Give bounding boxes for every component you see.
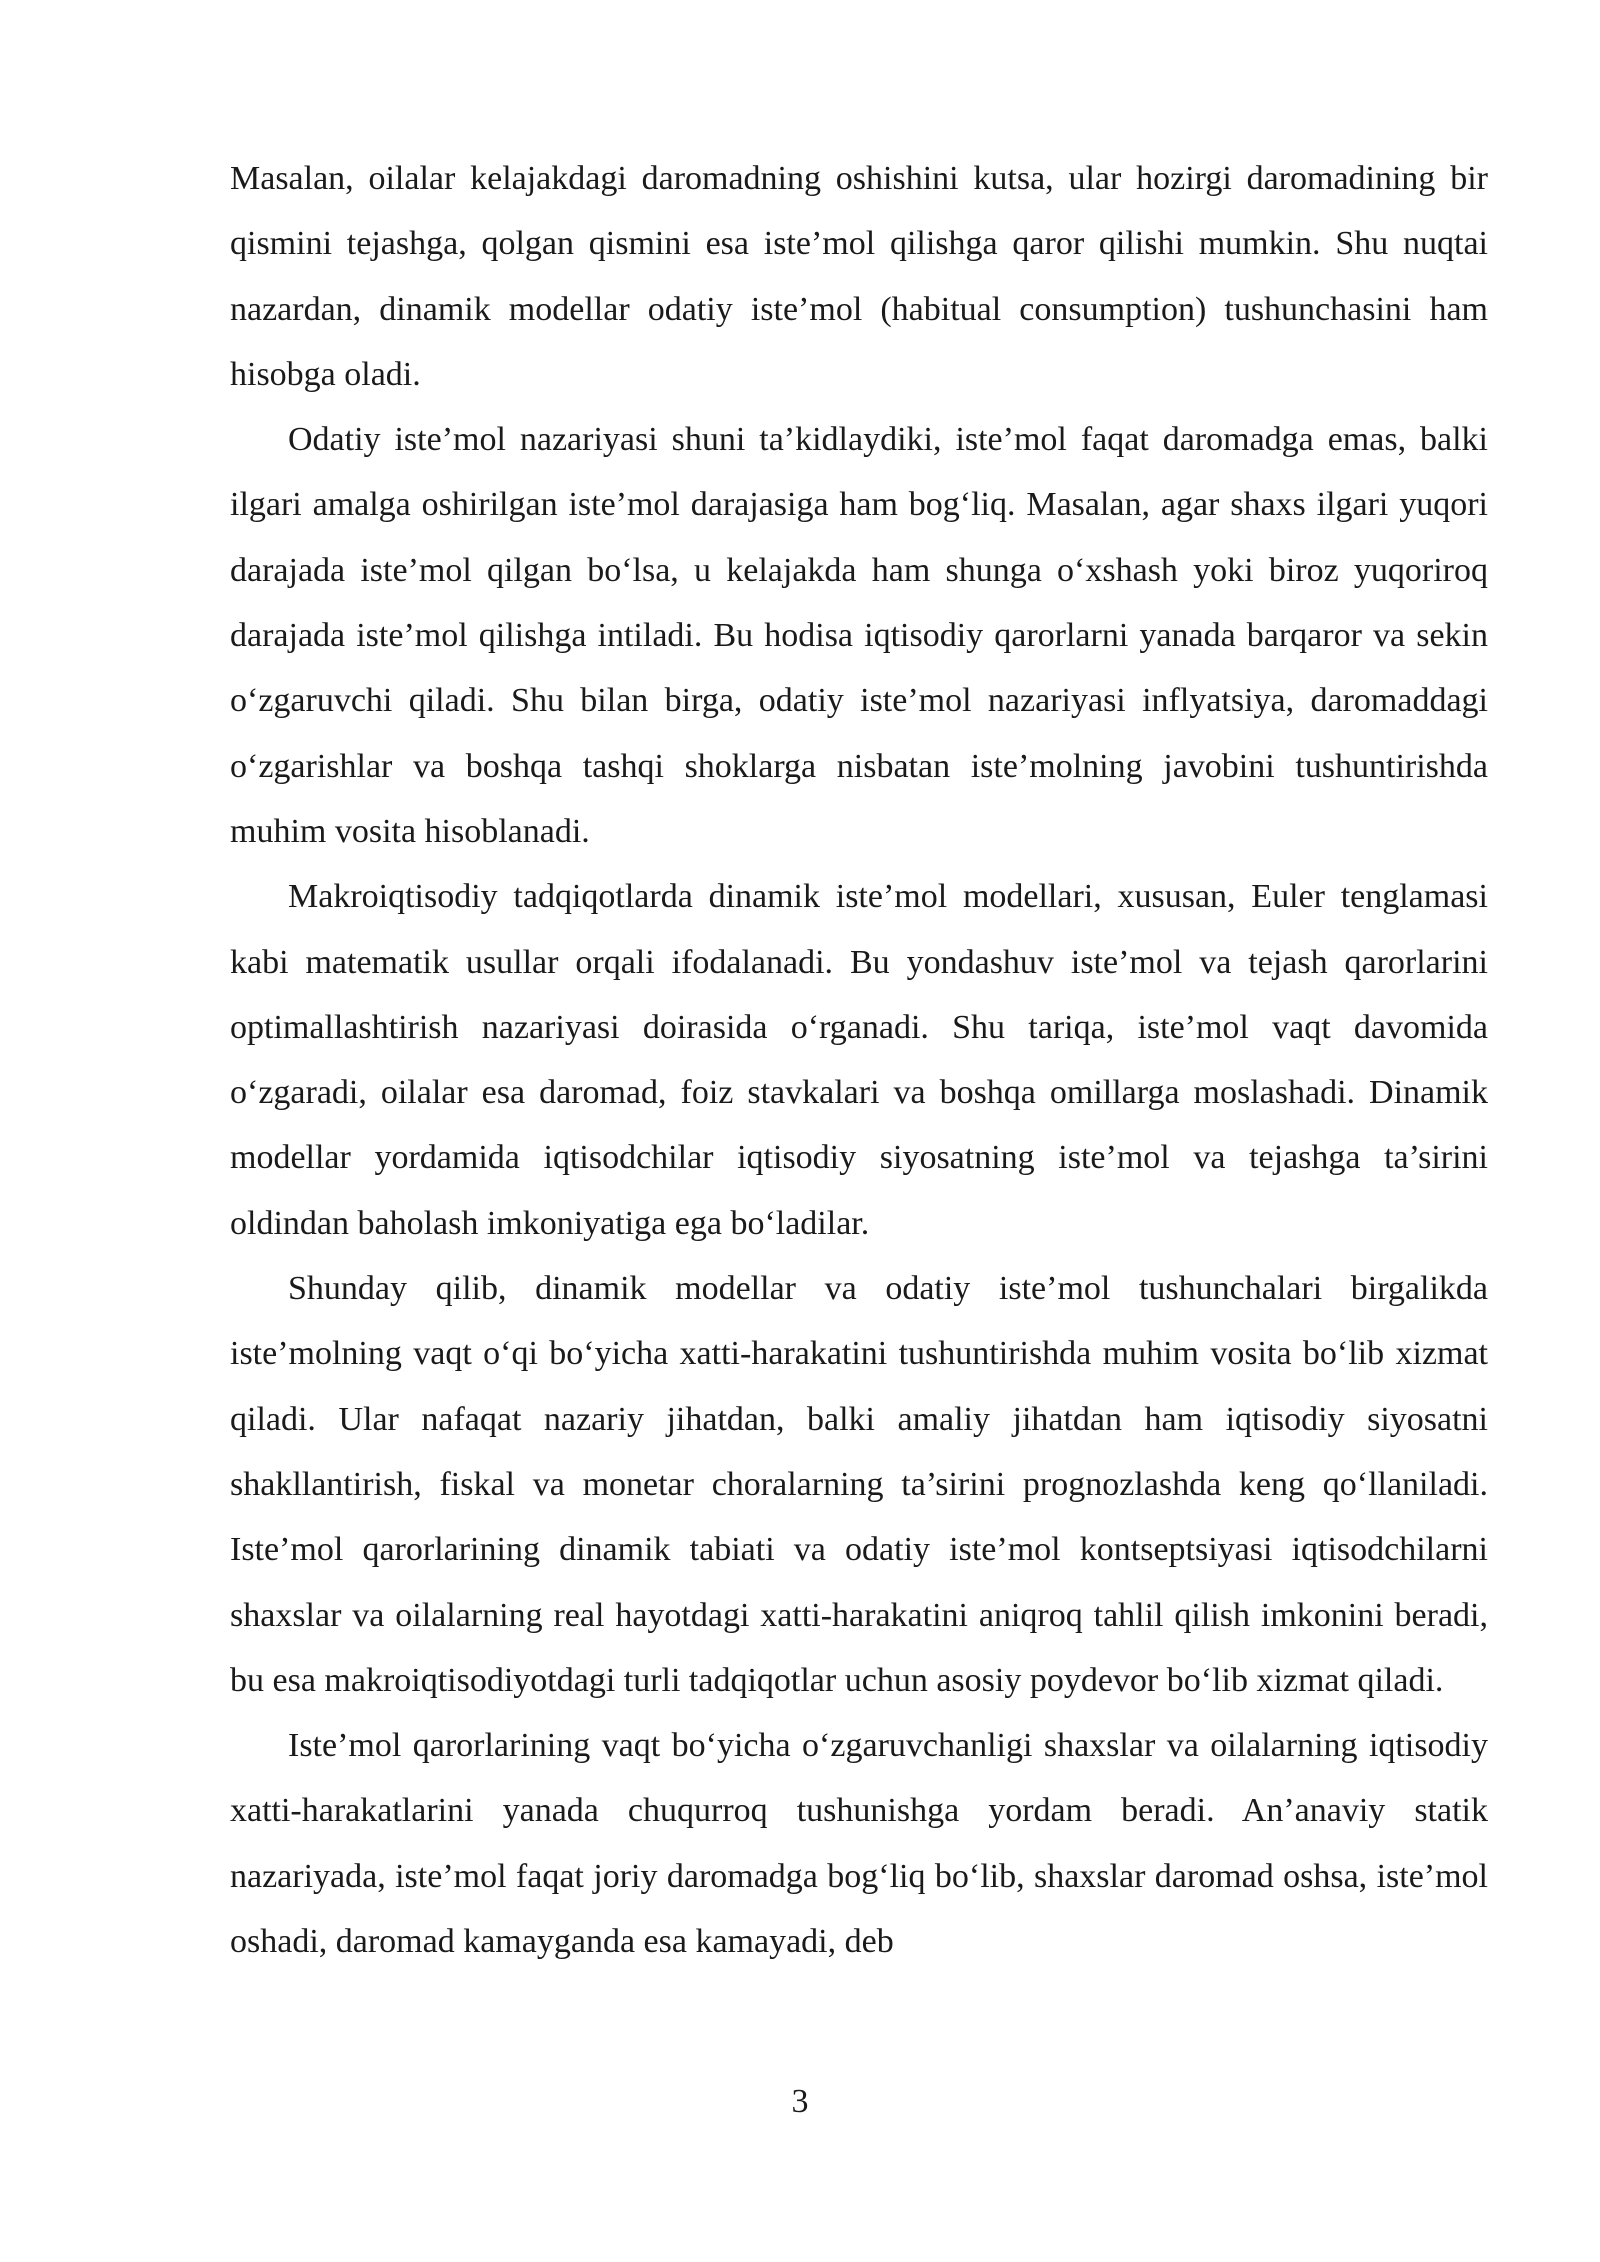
paragraph-2: Odatiy iste’mol nazariyasi shuni ta’kidlaydiki, iste’mol faqat daromadga emas, balki ilgari amalga oshirilgan iste’mol darajasiga ham bog‘liq. Masalan, agar shaxs ilgari yuqori darajada iste’mol qilgan bo‘lsa, u kelajakda ham shunga o‘xshash yoki biroz yuqoriroq darajada iste’mol qilishga intiladi. Bu hodisa iqtisodiy qarorlarni yanada barqaror va sekin o‘zgaruvchi qiladi. Shu bilan birga, odatiy iste’mol nazariyasi inflyatsiya, daromaddagi o‘zgarishlar va boshqa tashqi shoklarga nisbatan iste’molning javobini tushuntirishda muhim vosita hisoblanadi. <box>230 421 1488 850</box>
body-text <box>230 146 1488 1974</box>
paragraph-4: Shunday qilib, dinamik modellar va odatiy iste’mol tushunchalari birgalikda iste’molning vaqt o‘qi bo‘yicha xatti-harakatini tushuntirishda muhim vosita bo‘lib xizmat qiladi. Ular nafaqat nazariy jihatdan, balki amaliy jihatdan ham iqtisodiy siyosatni shakllantirish, fiskal va monetar choralarning ta’sirini prognozlashda keng qo‘llaniladi. Iste’mol qarorlarining dinamik tabiati va odatiy iste’mol kontseptsiyasi iqtisodchilarni shaxslar va oilalarning real hayotdagi xatti-harakatini aniqroq tahlil qilish imkonini beradi, bu esa makroiqtisodiyotdagi turli tadqiqotlar uchun asosiy poydevor bo‘lib xizmat qiladi. <box>230 1270 1488 1699</box>
page-number: 3 <box>791 2083 809 2120</box>
paragraph-3: Makroiqtisodiy tadqiqotlarda dinamik iste’mol modellari, xususan, Euler tenglamasi kabi matematik usullar orqali ifodalanadi. Bu yondashuv iste’mol va tejash qarorlarini optimallashtirish nazariyasi doirasida o‘rganadi. Shu tariqa, iste’mol vaqt davomida o‘zgaradi, oilalar esa daromad, foiz stavkalari va boshqa omillarga moslashadi. Dinamik modellar yordamida iqtisodchilar iqtisodiy siyosatning iste’mol va tejashga ta’sirini oldindan baholash imkoniyatiga ega bo‘ladilar. <box>230 878 1488 1242</box>
paragraph-1: Masalan, oilalar kelajakdagi daromadning oshishini kutsa, ular hozirgi daromadining bir qismini tejashga, qolgan qismini esa iste’mol qilishga qaror qilishi mumkin. Shu nuqtai nazardan, dinamik modellar odatiy iste’mol (habitual consumption) tushunchasini ham hisobga oladi. <box>230 160 1488 393</box>
paragraph-5: Iste’mol qarorlarining vaqt bo‘yicha o‘zgaruvchanligi shaxslar va oilalarning iqtisodiy xatti-harakatlarini yanada chuqurroq tushunishga yordam beradi. An’anaviy statik nazariyada, iste’mol faqat joriy daromadga bog‘liq bo‘lib, shaxslar daromad oshsa, iste’mol oshadi, daromad kamayganda esa kamayadi, deb <box>230 1727 1488 1961</box>
